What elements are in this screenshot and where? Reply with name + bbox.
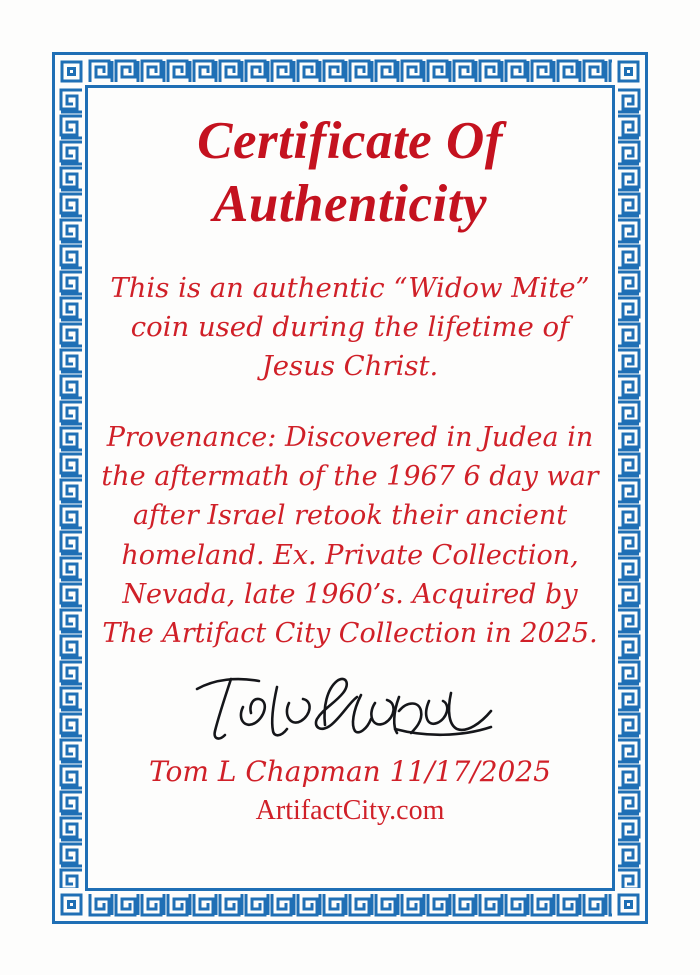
border-corner-top-left	[55, 55, 88, 88]
handwritten-signature	[92, 667, 608, 753]
certificate-title	[92, 110, 608, 235]
certificate-content	[92, 92, 608, 884]
certificate-title-line-1: Certificate Of	[197, 112, 503, 170]
certificate-title-line-2: Authenticity	[213, 174, 487, 233]
greek-key-pattern-top	[88, 55, 612, 85]
greek-key-pattern-left	[55, 88, 85, 888]
greek-key-pattern-bottom	[88, 891, 612, 921]
border-corner-top-right	[612, 55, 645, 88]
border-corner-bottom-left	[55, 888, 88, 921]
greek-key-pattern-right	[615, 88, 645, 888]
provenance-statement: Provenance: Discovered in Judea in the aftermath of the 1967 6 day war after Israel retook their ancient homeland. Ex. Private Collection, Nevada, late 1960’s. Acquired by The Artifact City Collection in 2025.	[101, 422, 599, 649]
border-corner-bottom-right	[612, 888, 645, 921]
authenticity-statement: This is an authentic “Widow Mite” coin used during the lifetime of Jesus Christ.	[110, 272, 590, 383]
website-text: ArtifactCity.com	[255, 794, 445, 826]
signer-name-and-date: Tom L Chapman 11/17/2025	[149, 755, 551, 789]
